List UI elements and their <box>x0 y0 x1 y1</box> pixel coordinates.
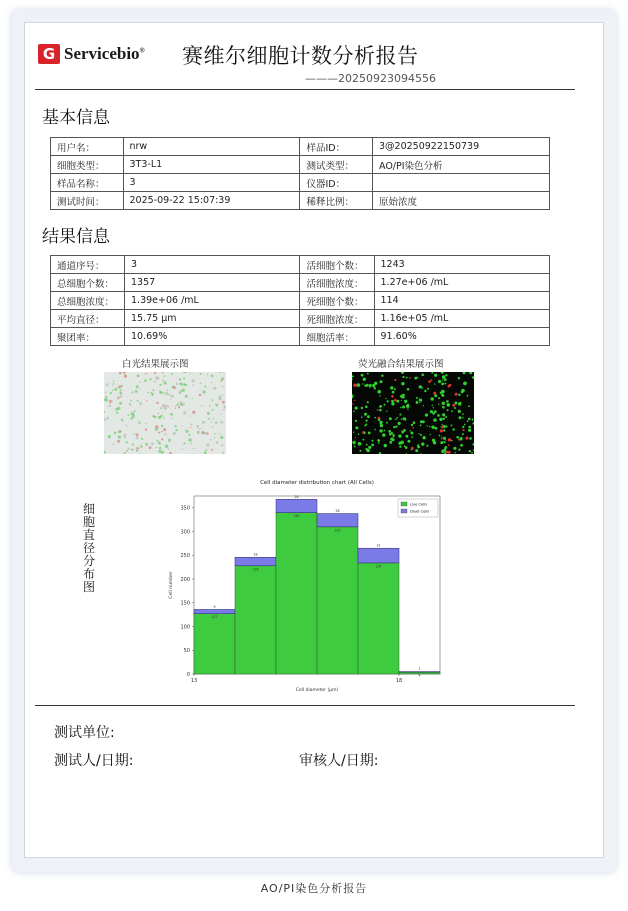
bar-live <box>317 527 358 674</box>
basic-info-row <box>51 156 550 174</box>
reviewer-date-label: 审核人/日期: <box>299 753 379 769</box>
results-row <box>51 274 550 292</box>
field-value: 2025-09-22 15:07:39 <box>123 192 300 210</box>
bar-label-dead: 9 <box>213 604 216 609</box>
field-value: 1.27e+06 /mL <box>374 274 550 292</box>
field-label: 活细胞浓度： <box>300 274 374 292</box>
field-label: 测试类型： <box>300 156 373 174</box>
legend-swatch <box>401 502 407 506</box>
y-tick-label: 200 <box>180 576 190 583</box>
field-label: 死细胞个数： <box>300 292 374 310</box>
field-label: 细胞类型： <box>51 156 124 174</box>
field-value: AO/PI染色分析 <box>372 156 549 174</box>
y-tick-label: 100 <box>180 624 190 631</box>
field-value: 1.39e+06 /mL <box>125 292 300 310</box>
y-tick-label: 350 <box>180 505 190 512</box>
bar-live <box>235 566 276 674</box>
chart-vertical-label <box>82 503 96 594</box>
figure-caption: AO/PI染色分析报告 <box>260 882 368 895</box>
bar-label-dead: 28 <box>294 494 299 499</box>
y-tick-label: 300 <box>180 529 190 536</box>
bar-label-dead: 31 <box>376 543 381 548</box>
field-value: 3@20250922150739 <box>372 138 549 156</box>
bar-label-live: 310 <box>334 528 341 533</box>
results-table <box>50 255 550 346</box>
bar-dead <box>194 609 235 613</box>
tester-date-label: 测试人/日期: <box>54 753 134 769</box>
basic-info-row <box>51 138 550 156</box>
fluorescence-image <box>352 372 474 454</box>
field-label: 总细胞浓度： <box>51 292 125 310</box>
field-label: 活细胞个数： <box>300 256 374 274</box>
bar-dead <box>276 499 317 512</box>
field-value: 1.16e+05 /mL <box>374 310 550 328</box>
field-label: 总细胞个数： <box>51 274 125 292</box>
bar-dead <box>317 514 358 527</box>
bar-dead <box>235 557 276 566</box>
chart-vertical-label-text: 细胞直径分布图 <box>82 502 95 594</box>
field-value: 114 <box>374 292 550 310</box>
logo-registered: ® <box>139 46 145 55</box>
field-value: 1243 <box>374 256 550 274</box>
basic-info-heading: 基本信息 <box>42 108 110 128</box>
report-title: 赛维尔细胞计数分析报告 <box>182 44 419 68</box>
field-label: 样品ID： <box>300 138 373 156</box>
bar-label-live: 340 <box>293 514 300 519</box>
legend-swatch <box>401 509 407 513</box>
fluorescence-caption: 荧光融合结果展示图 <box>358 359 444 370</box>
field-value: 原始浓度 <box>372 192 549 210</box>
logo-mark: G <box>38 44 60 64</box>
field-value: 15.75 μm <box>125 310 300 328</box>
x-tick-label: 18 <box>395 678 403 684</box>
field-value: nrw <box>123 138 300 156</box>
field-value: 1357 <box>125 274 300 292</box>
y-tick-label: 0 <box>186 671 190 678</box>
x-axis-label: Cell diameter (μm) <box>295 688 339 693</box>
test-unit-label: 测试单位: <box>54 725 115 741</box>
report-id: ———20250923094556 <box>305 72 436 85</box>
bar-dead <box>358 548 399 563</box>
field-label: 聚团率： <box>51 328 125 346</box>
y-tick-label: 50 <box>183 648 190 655</box>
brightfield-caption: 白光结果展示图 <box>122 359 189 370</box>
bar-label-live: 234 <box>375 564 382 569</box>
bar-live <box>276 513 317 674</box>
y-tick-label: 250 <box>180 553 190 560</box>
brightfield-image <box>104 372 226 454</box>
results-row <box>51 328 550 346</box>
field-label: 样品名称： <box>51 174 124 192</box>
field-value: 3T3-L1 <box>123 156 300 174</box>
y-tick-label: 150 <box>180 600 190 607</box>
field-label: 仪器ID： <box>300 174 373 192</box>
bar-label-dead: 1 <box>418 667 421 672</box>
basic-info-row <box>51 192 550 210</box>
field-label: 用户名： <box>51 138 124 156</box>
results-row <box>51 310 550 328</box>
bar-label-live: 228 <box>252 567 259 572</box>
field-value <box>372 174 549 192</box>
field-label: 细胞活率： <box>300 328 374 346</box>
bar-live <box>194 614 235 674</box>
bar-label-dead: 18 <box>253 552 258 557</box>
footer-divider <box>35 705 575 706</box>
chart-title: Cell diameter distribution chart (All Cells) <box>260 480 374 486</box>
basic-info-row <box>51 174 550 192</box>
legend-label: Live Cells <box>410 502 428 507</box>
field-label: 通道序号： <box>51 256 125 274</box>
field-value: 3 <box>125 256 300 274</box>
y-axis-label: Cell number <box>169 571 174 599</box>
results-row <box>51 256 550 274</box>
field-label: 测试时间： <box>51 192 124 210</box>
field-value: 3 <box>123 174 300 192</box>
field-label: 死细胞浓度： <box>300 310 374 328</box>
legend-label: Dead Cells <box>410 509 430 514</box>
diameter-chart <box>150 472 450 697</box>
bar-live <box>358 563 399 674</box>
bar-label-live: 127 <box>211 615 218 620</box>
bar-label-live: 4 <box>418 673 421 678</box>
basic-info-table <box>50 137 550 210</box>
header-divider <box>35 89 575 90</box>
field-value: 10.69% <box>125 328 300 346</box>
field-label: 平均直径： <box>51 310 125 328</box>
logo-name: Servicebio <box>64 44 140 63</box>
results-heading: 结果信息 <box>42 227 110 247</box>
bar-label-dead: 28 <box>335 509 340 514</box>
field-value: 91.60% <box>374 328 550 346</box>
servicebio-logo <box>38 44 145 64</box>
results-row <box>51 292 550 310</box>
field-label: 稀释比例： <box>300 192 373 210</box>
x-tick-label: 13 <box>190 678 198 684</box>
